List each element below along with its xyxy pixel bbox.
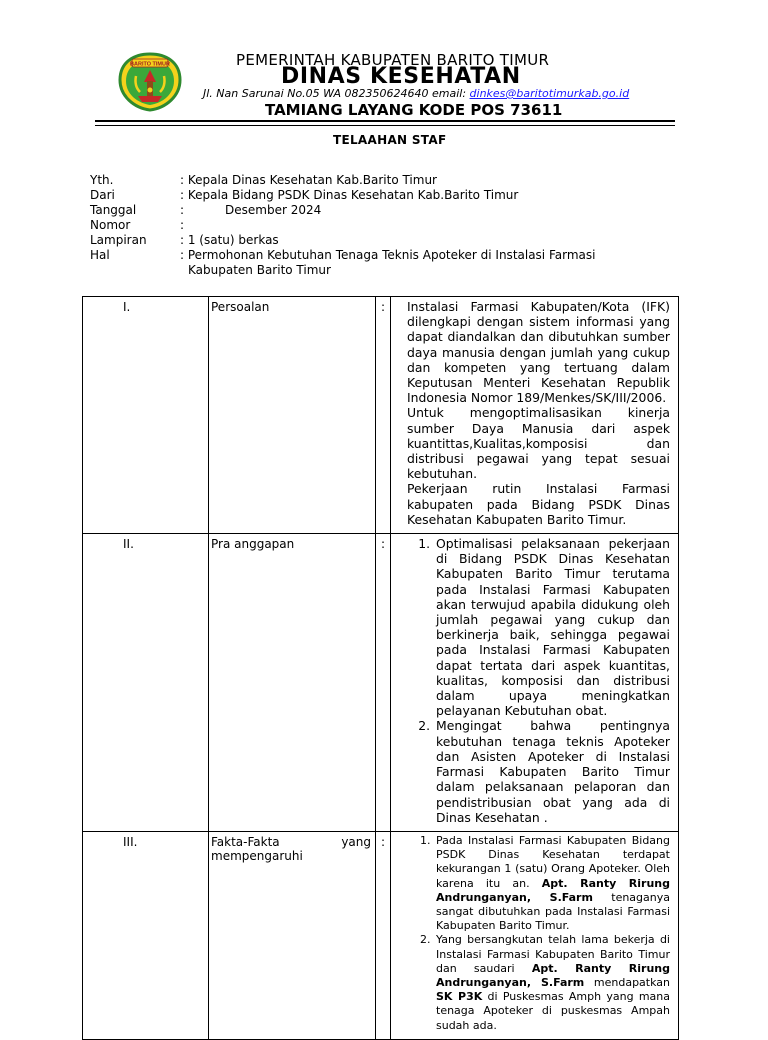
item-text-mid: mendapatkan [593,975,670,989]
section-body [391,831,679,1039]
logo-text: BARITO TIMUR [130,61,170,68]
section-number: I. [83,297,209,534]
barito-timur-regency-logo [114,52,186,112]
employment-status: SK P3K [436,990,483,1004]
item-text-tail: di Puskesmas Amph yang mana tenaga Apoteker di puskesmas Ampah sudah ada. [436,990,670,1032]
subject-value: : Permohonan Kebutuhan Tenaga Teknis Apoteker di Instalasi Farmasi [180,248,596,262]
memo-row-date [90,203,675,218]
section-colon: : [376,297,391,534]
address-text: Jl. Nan Sarunai No.05 WA 082350624640 email: [203,87,470,100]
date-value: Desember 2024 [225,203,322,217]
item-text: Pada Instalasi Farmasi Kabupaten Bidang PSDK Dinas Kesehatan terdapat kekurangan 1 (satu) Orang Apoteker. Oleh karena itu an. [436,833,670,890]
table-row [83,534,679,832]
section-topic: Pra anggapan [209,534,376,832]
letterhead-government: PEMERINTAH KABUPATEN BARITO TIMUR [236,51,550,69]
to-value: : Kepala Dinas Kesehatan Kab.Barito Timur [180,173,437,187]
memo-row-subject-cont [90,263,675,278]
email-link[interactable]: dinkes@baritotimurkab.go.id [469,87,630,100]
numbered-list [397,536,670,825]
table-row [83,831,679,1039]
topic-word-left: Fakta-Fakta [211,834,280,849]
number-value: : [180,218,185,232]
letterhead-rule-thick [95,120,675,122]
from-value: : Kepala Bidang PSDK Dinas Kesehatan Kab.Barito Timur [180,188,519,202]
pharmacist-name: Apt. Ranty Rirung Andrunganyan, S.Farm [436,876,670,904]
section-body [391,297,679,534]
date-label: Tanggal [90,203,137,217]
topic-line-1 [211,835,371,849]
subject-value-cont: Kabupaten Barito Timur [188,263,331,277]
list-item [434,834,670,933]
section-topic: Persoalan [209,297,376,534]
list-item [434,933,670,1032]
section-colon: : [376,534,391,832]
section-colon: : [376,831,391,1039]
document-title: TELAAHAN STAF [333,133,447,147]
date-colon: : [180,203,185,217]
letterhead-address [203,87,629,100]
pharmacist-name: Apt. Ranty Rirung Andrunganyan, S.Farm [436,961,671,989]
topic-word-right: yang [341,834,371,849]
memo-row-subject [90,248,675,263]
list-item: 1. Optimalisasi pelaksanaan pekerjaan di Bidang PSDK Dinas Kesehatan Kabupaten Barito Timur terutama pada Instalasi Farmasi Kabupaten akan terwujud apabila didukung oleh jumlah pegawai yang cukup dan berkinerja baik, sehingga pegawai pada Instalasi Farmasi Kabupaten dapat tertata dari aspek kuantitas, kualitas, komposisi dan distribusi dalam upaya meningkatkan pelayanan Kebutuhan obat. [434,536,670,718]
number-label: Nomor [90,218,131,232]
section-number: II. [83,534,209,832]
to-label: Yth. [90,173,114,187]
memo-row-from [90,188,675,203]
item-text-tail: tenaganya sangat dibutuhkan pada Instalasi Farmasi Kabupaten Barito Timur. [436,890,670,933]
memo-row-to [90,173,675,188]
memo-row-attachment [90,233,675,248]
letterhead-department: DINAS KESEHATAN [281,64,521,89]
memo-fields [90,173,675,278]
subject-label: Hal [90,248,110,262]
subject-spacer [90,263,180,278]
attachment-value: : 1 (satu) berkas [180,233,279,247]
list-item: 2. Mengingat bahwa pentingnya kebutuhan tenaga teknis Apoteker dan Asisten Apoteker di Instalasi Farmasi Kabupaten Barito Timur dalam pelaksanaan pelaporan dan pendistribusian obat yang ada di Dinas Kesehatan . [434,718,670,824]
letterhead-city: TAMIANG LAYANG KODE POS 73611 [265,101,563,119]
table-row [83,297,679,534]
attachment-label: Lampiran [90,233,147,247]
staff-review-table [82,296,679,1040]
paragraph: Untuk mengoptimalisasikan kinerja sumber Daya Manusia dari aspek kuantittas,Kualitas,komposisi dan distribusi pegawai yang tepat sesuai kebutuhan. [407,405,670,482]
section-body [391,534,679,832]
memo-row-number [90,218,675,233]
from-label: Dari [90,188,115,202]
topic-line-2: mempengaruhi [211,848,303,863]
section-topic [209,831,376,1039]
paragraph: Pekerjaan rutin Instalasi Farmasi kabupaten pada Bidang PSDK Dinas Kesehatan Kabupaten Barito Timur. [407,481,670,527]
letterhead-rule-thin [95,125,675,126]
section-number: III. [83,831,209,1039]
numbered-list [397,834,670,1033]
item-text: Yang bersangkutan telah lama bekerja di Instalasi Farmasi Kabupaten Barito Timur dan saudari [436,933,670,975]
paragraph: Instalasi Farmasi Kabupaten/Kota (IFK) dilengkapi dengan sistem informasi yang dapat diandalkan dan dibutuhkan sumber daya manusia dengan jumlah yang cukup dan kompeten yang tertuang dalam Keputusan Menteri Kesehatan Republik Indonesia Nomor 189/Menkes/SK/III/2006. [407,299,670,406]
